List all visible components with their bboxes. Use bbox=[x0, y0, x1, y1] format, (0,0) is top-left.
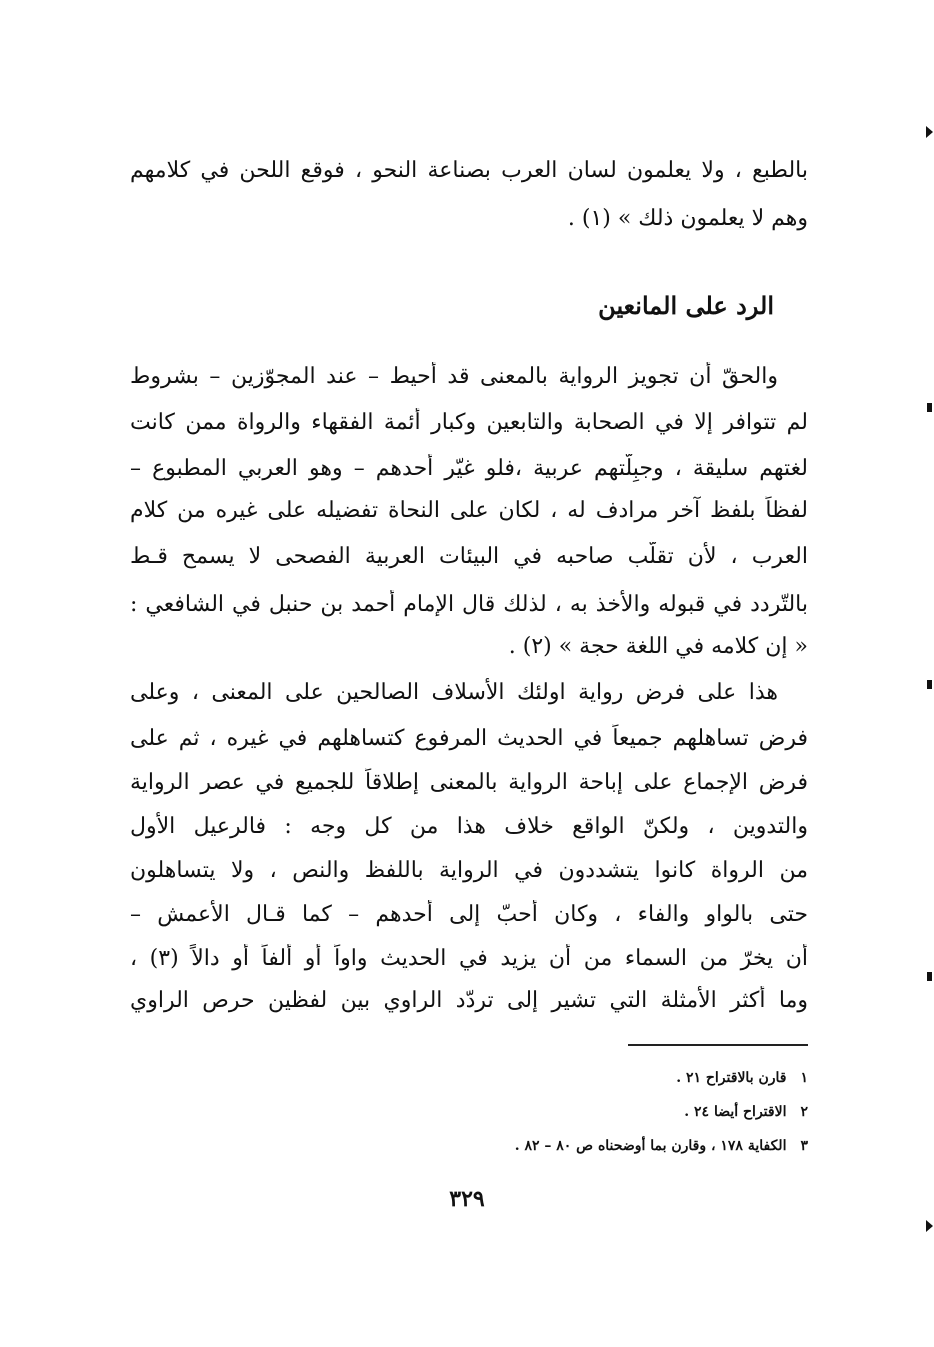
footnote bbox=[676, 1068, 808, 1088]
footnote-number: ٣ bbox=[800, 1138, 808, 1154]
margin-square-mark bbox=[927, 403, 932, 412]
margin-pointer-mark bbox=[926, 1220, 933, 1232]
text-line: والحقّ أن تجويز الرواية بالمعنى قد أحيط – عند المجوّزين – بشروط bbox=[130, 364, 778, 389]
footnote-text: الاقتراح أيضا ٢٤ . bbox=[684, 1104, 787, 1120]
margin-pointer-mark bbox=[926, 126, 933, 138]
section-heading: الرد على المانعين bbox=[598, 291, 774, 320]
text-line: فرض تساهلهم جميعاً في الحديث المرفوع كتساهلهم في غيره ، ثم على bbox=[130, 726, 808, 751]
footnote-number: ١ bbox=[800, 1070, 808, 1086]
page-number: ٣٢٩ bbox=[449, 1186, 485, 1212]
text-line: بالطبع ، ولا يعلمون لسان العرب بصناعة النحو ، فوقع اللحن في كلامهم bbox=[130, 158, 808, 183]
footnote bbox=[515, 1136, 808, 1156]
text-line: حتى بالواو والفاء ، وكان أحبّ إلى أحدهم – كما قـال الأعمش – bbox=[130, 902, 808, 927]
text-line: لغتهم سليقة ، وجبِلّتهم عربية ،فلو غيّر أحدهم – وهو العربي المطبوع – bbox=[130, 456, 808, 481]
text-line: العرب ، لأن تقلّب صاحبه في البيئات العربية الفصحى لا يسمح قـط bbox=[130, 544, 808, 569]
text-line: فرض الإجماع على إباحة الرواية بالمعنى إطلاقاً للجميع في عصر الرواية bbox=[130, 770, 808, 795]
footnote-text: قارن بالاقتراح ٢١ . bbox=[676, 1070, 787, 1086]
text-line: لم تتوافر إلا في الصحابة والتابعين وكبار أئمة الفقهاء والرواة ممن كانت bbox=[130, 410, 808, 435]
text-line: لفظاً بلفظ آخر مرادف له ، لكان على النحاة تفضيله على غيره من كلام bbox=[130, 498, 808, 523]
text-line: أن يخرّ من السماء من أن يزيد في الحديث واواً أو ألفاً أو دالاً (٣) ، bbox=[130, 946, 808, 971]
text-line: وما أكثر الأمثلة التي تشير إلى تردّد الراوي بين لفظين حرص الراوي bbox=[130, 988, 808, 1013]
text-line: « إن كلامه في اللغة حجة » (٢) . bbox=[508, 634, 808, 659]
text-line: هذا على فرض رواية اولئك الأسلاف الصالحين على المعنى ، وعلى bbox=[130, 680, 778, 705]
text-line: بالتّردد في قبوله والأخذ به ، لذلك قال الإمام أحمد بن حنبل في الشافعي : bbox=[130, 592, 808, 617]
text-line: من الرواة كانوا يتشددون في الرواية باللفظ والنص ، ولا يتساهلون bbox=[130, 858, 808, 883]
text-line: وهم لا يعلمون ذلك » (١) . bbox=[567, 206, 808, 231]
footnote-text: الكفاية ١٧٨ ، وقارن بما أوضحناه ص ٨٠ – ٨٢ . bbox=[514, 1138, 787, 1154]
text-line: والتدوين ، ولكنّ الواقع خلاف هذا من كل وجه : فالرعيل الأول bbox=[130, 814, 808, 839]
footnote-number: ٢ bbox=[800, 1104, 808, 1120]
margin-square-mark bbox=[927, 680, 932, 689]
margin-square-mark bbox=[927, 972, 932, 981]
footnote-separator bbox=[628, 1044, 808, 1046]
footnote bbox=[684, 1102, 808, 1122]
